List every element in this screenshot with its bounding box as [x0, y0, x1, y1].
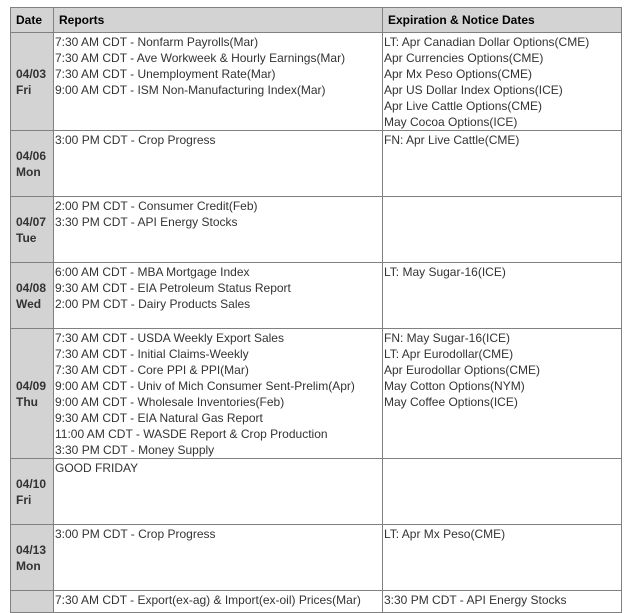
expiration-item: May Cocoa Options(ICE)	[384, 115, 518, 129]
date-cell	[11, 197, 54, 263]
expirations-cell	[383, 131, 622, 197]
table-row	[11, 131, 622, 197]
table-row	[11, 263, 622, 329]
expiration-item: May Coffee Options(ICE)	[384, 395, 518, 409]
report-item: 7:30 AM CDT - Nonfarm Payrolls(Mar)	[55, 35, 259, 49]
reports-cell	[54, 525, 383, 591]
report-item: 9:00 AM CDT - ISM Non-Manufacturing Index(Mar)	[55, 83, 326, 97]
report-item: 6:00 AM CDT - MBA Mortgage Index	[55, 265, 250, 279]
expiration-item: FN: May Sugar-16(ICE)	[384, 331, 511, 345]
date-cell	[11, 525, 54, 591]
report-item: 9:00 AM CDT - Wholesale Inventories(Feb)	[55, 395, 285, 409]
expiration-column-header: Expiration & Notice Dates	[383, 8, 622, 33]
report-item: 7:30 AM CDT - Unemployment Rate(Mar)	[55, 67, 276, 81]
date-value: 04/13	[16, 542, 47, 557]
date-value: 04/06	[16, 148, 47, 163]
expiration-item: Apr Currencies Options(CME)	[384, 51, 544, 65]
expiration-item: Apr Live Cattle Options(CME)	[384, 99, 543, 113]
reports-cell	[54, 197, 383, 263]
table-row	[11, 329, 622, 459]
reports-cell	[54, 459, 383, 525]
day-value: Fri	[16, 492, 32, 507]
expiration-item: Apr US Dollar Index Options(ICE)	[384, 83, 563, 97]
expirations-cell	[383, 459, 622, 525]
calendar-container	[10, 7, 622, 613]
report-item: 9:00 AM CDT - Univ of Mich Consumer Sent-Prelim(Apr)	[55, 379, 355, 393]
reports-cell	[54, 263, 383, 329]
day-value: Wed	[16, 296, 42, 311]
date-value: 04/03	[16, 66, 47, 81]
report-item: GOOD FRIDAY	[55, 461, 139, 475]
day-value: Fri	[16, 82, 32, 97]
report-item: 3:00 PM CDT - Crop Progress	[55, 527, 216, 541]
expiration-item: LT: Apr Canadian Dollar Options(CME)	[384, 35, 590, 49]
table-row	[11, 591, 622, 613]
day-value: Mon	[16, 164, 41, 179]
expiration-item: May Cotton Options(NYM)	[384, 379, 525, 393]
table-row	[11, 525, 622, 591]
reports-cell	[54, 591, 383, 613]
expirations-cell	[383, 263, 622, 329]
day-value: Thu	[16, 394, 38, 409]
expiration-item: 3:30 PM CDT - API Energy Stocks	[384, 593, 567, 607]
report-item: 2:00 PM CDT - Dairy Products Sales	[55, 297, 251, 311]
date-column-header: Date	[11, 8, 54, 33]
date-value: 04/07	[16, 214, 47, 229]
expiration-item: Apr Eurodollar Options(CME)	[384, 363, 541, 377]
day-value: Mon	[16, 558, 41, 573]
date-value: 04/08	[16, 280, 47, 295]
date-cell	[11, 329, 54, 459]
table-row	[11, 33, 622, 131]
date-cell	[11, 591, 54, 613]
expiration-item: LT: Apr Mx Peso(CME)	[384, 527, 506, 541]
report-item: 7:30 AM CDT - Export(ex-ag) & Import(ex-oil) Prices(Mar)	[55, 593, 361, 607]
day-value: Tue	[16, 230, 37, 245]
date-cell	[11, 33, 54, 131]
economic-calendar-table	[10, 7, 622, 613]
report-item: 11:00 AM CDT - WASDE Report & Crop Production	[55, 427, 328, 441]
date-cell	[11, 263, 54, 329]
report-item: 3:30 PM CDT - Money Supply	[55, 443, 215, 457]
expiration-item: Apr Mx Peso Options(CME)	[384, 67, 533, 81]
report-item: 3:30 PM CDT - API Energy Stocks	[55, 215, 238, 229]
reports-cell	[54, 33, 383, 131]
report-item: 9:30 AM CDT - EIA Petroleum Status Report	[55, 281, 291, 295]
expirations-cell	[383, 525, 622, 591]
report-item: 7:30 AM CDT - Ave Workweek & Hourly Earnings(Mar)	[55, 51, 346, 65]
expiration-item: LT: Apr Eurodollar(CME)	[384, 347, 514, 361]
date-value: 04/09	[16, 378, 47, 393]
date-cell	[11, 131, 54, 197]
expirations-cell	[383, 591, 622, 613]
expirations-cell	[383, 197, 622, 263]
report-item: 7:30 AM CDT - USDA Weekly Export Sales	[55, 331, 284, 345]
date-cell	[11, 459, 54, 525]
reports-cell	[54, 329, 383, 459]
date-value: 04/10	[16, 476, 47, 491]
report-item: 2:00 PM CDT - Consumer Credit(Feb)	[55, 199, 258, 213]
expiration-item: FN: Apr Live Cattle(CME)	[384, 133, 520, 147]
report-item: 7:30 AM CDT - Initial Claims-Weekly	[55, 347, 249, 361]
table-row	[11, 459, 622, 525]
expirations-cell	[383, 33, 622, 131]
header-row	[11, 8, 622, 33]
report-item: 9:30 AM CDT - EIA Natural Gas Report	[55, 411, 263, 425]
report-item: 7:30 AM CDT - Core PPI & PPI(Mar)	[55, 363, 249, 377]
reports-cell	[54, 131, 383, 197]
report-item: 3:00 PM CDT - Crop Progress	[55, 133, 216, 147]
reports-column-header: Reports	[54, 8, 383, 33]
expiration-item: LT: May Sugar-16(ICE)	[384, 265, 506, 279]
expirations-cell	[383, 329, 622, 459]
table-row	[11, 197, 622, 263]
